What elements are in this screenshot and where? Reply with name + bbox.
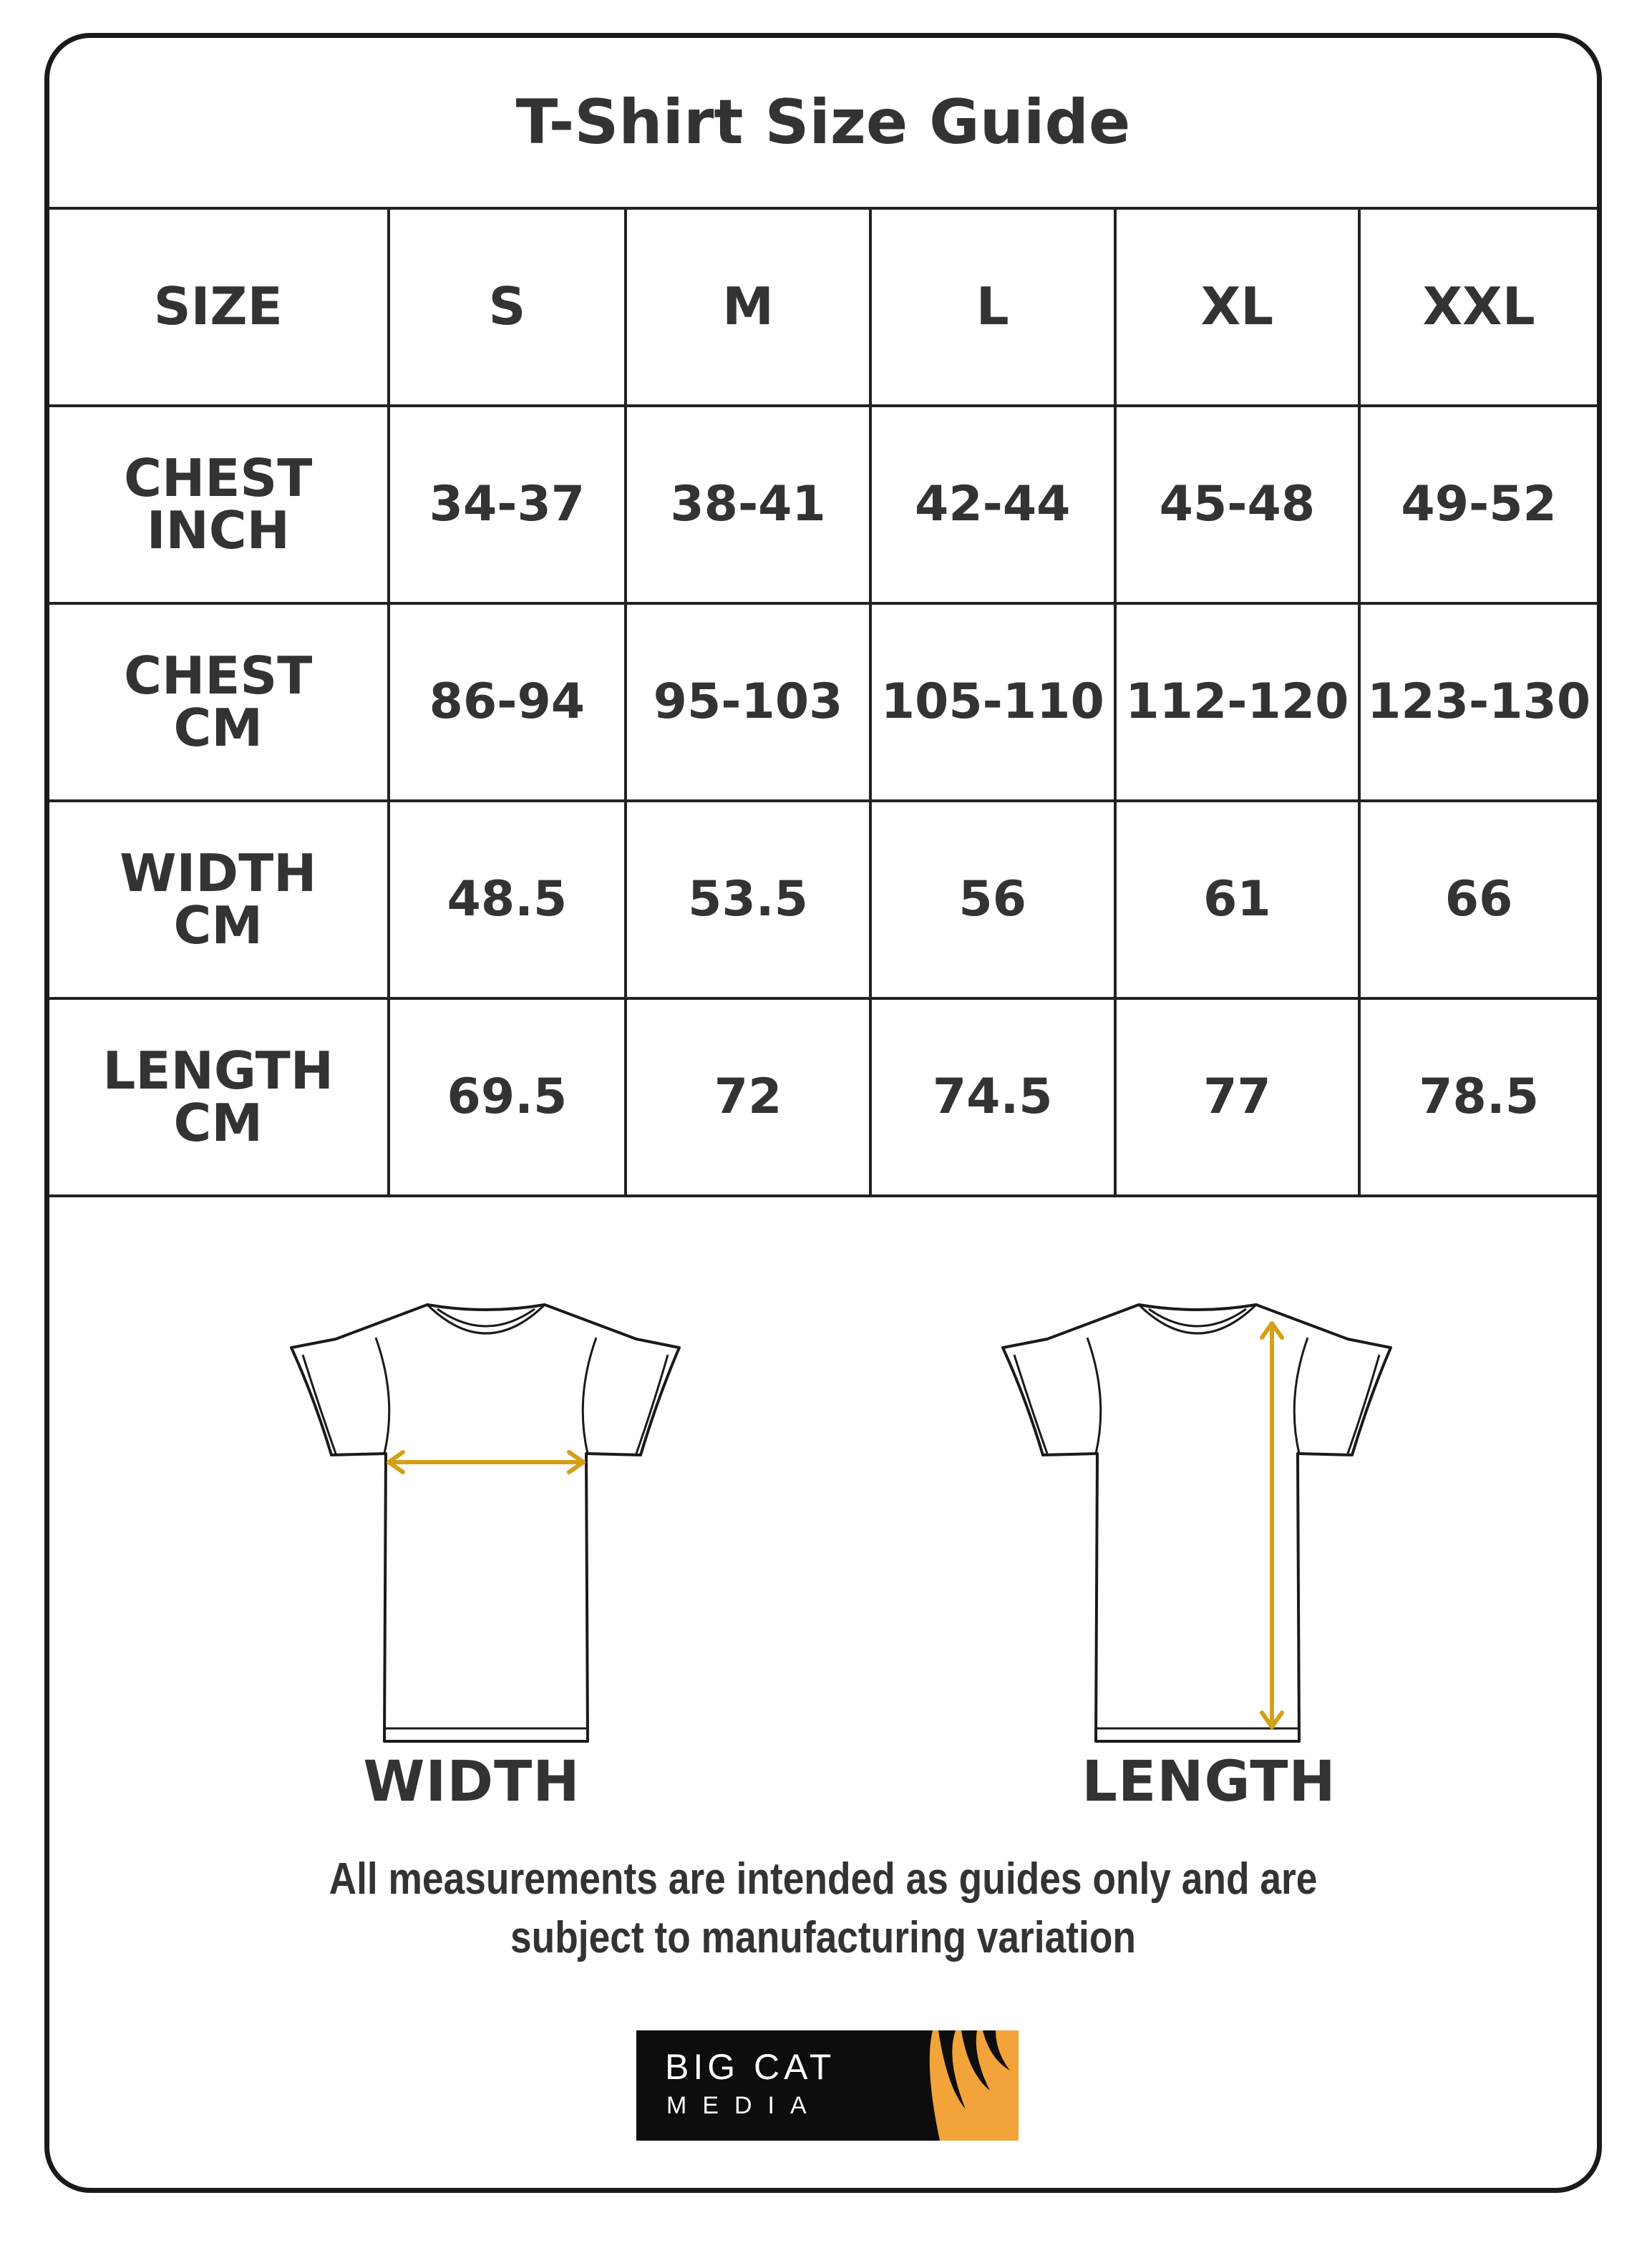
header-l: L <box>870 208 1115 406</box>
width-caption: WIDTH <box>363 1750 580 1814</box>
logo-line1: BIG CAT <box>665 2047 836 2087</box>
row-label <box>49 406 389 603</box>
table-row <box>49 406 1597 603</box>
row-label-line1: WIDTH <box>120 842 317 903</box>
size-guide-card <box>44 33 1602 2193</box>
tshirt-width-diagram <box>228 1269 744 1756</box>
table-cell: 78.5 <box>1359 998 1597 1196</box>
table-cell: 112-120 <box>1115 603 1360 801</box>
tshirt-length-diagram <box>940 1269 1455 1756</box>
table-cell: 95-103 <box>626 603 870 801</box>
table-row <box>49 801 1597 998</box>
header-m: M <box>626 208 870 406</box>
row-label-line2: INCH <box>146 500 290 560</box>
size-table <box>49 207 1597 1197</box>
table-cell: 74.5 <box>870 998 1115 1196</box>
header-s: S <box>389 208 626 406</box>
table-cell: 72 <box>626 998 870 1196</box>
table-cell: 56 <box>870 801 1115 998</box>
row-label-line2: CM <box>173 895 263 955</box>
tiger-stripes-icon <box>911 2030 1019 2141</box>
table-cell: 105-110 <box>870 603 1115 801</box>
length-caption: LENGTH <box>1082 1750 1336 1814</box>
disclaimer-text <box>157 1850 1488 1967</box>
table-cell: 86-94 <box>389 603 626 801</box>
row-label <box>49 998 389 1196</box>
table-cell: 53.5 <box>626 801 870 998</box>
table-cell: 48.5 <box>389 801 626 998</box>
table-cell: 123-130 <box>1359 603 1597 801</box>
table-cell: 66 <box>1359 801 1597 998</box>
row-label-line1: CHEST <box>124 447 313 508</box>
row-label <box>49 603 389 801</box>
tshirt-outline <box>291 1305 679 1741</box>
disclaimer-line2: subject to manufacturing variation <box>510 1913 1136 1962</box>
row-label-line2: CM <box>173 1093 263 1153</box>
disclaimer-line1: All measurements are intended as guides only and are <box>329 1854 1318 1904</box>
table-cell: 45-48 <box>1115 406 1360 603</box>
table-cell: 69.5 <box>389 998 626 1196</box>
table-cell: 34-37 <box>389 406 626 603</box>
logo-line2: MEDIA <box>666 2092 822 2119</box>
table-cell: 77 <box>1115 998 1360 1196</box>
table-cell: 38-41 <box>626 406 870 603</box>
row-label-line1: CHEST <box>124 645 313 706</box>
big-cat-media-logo <box>636 2030 1019 2141</box>
table-cell: 49-52 <box>1359 406 1597 603</box>
table-cell: 42-44 <box>870 406 1115 603</box>
row-label-line1: LENGTH <box>102 1040 334 1101</box>
page-title: T-Shirt Size Guide <box>515 87 1131 158</box>
header-size: SIZE <box>49 208 389 406</box>
table-header-row <box>49 208 1597 406</box>
row-label-line2: CM <box>173 698 263 758</box>
table-row <box>49 998 1597 1196</box>
tshirt-outline <box>1003 1305 1391 1741</box>
header-xxl: XXL <box>1359 208 1597 406</box>
table-row <box>49 603 1597 801</box>
header-xl: XL <box>1115 208 1360 406</box>
row-label <box>49 801 389 998</box>
table-cell: 61 <box>1115 801 1360 998</box>
